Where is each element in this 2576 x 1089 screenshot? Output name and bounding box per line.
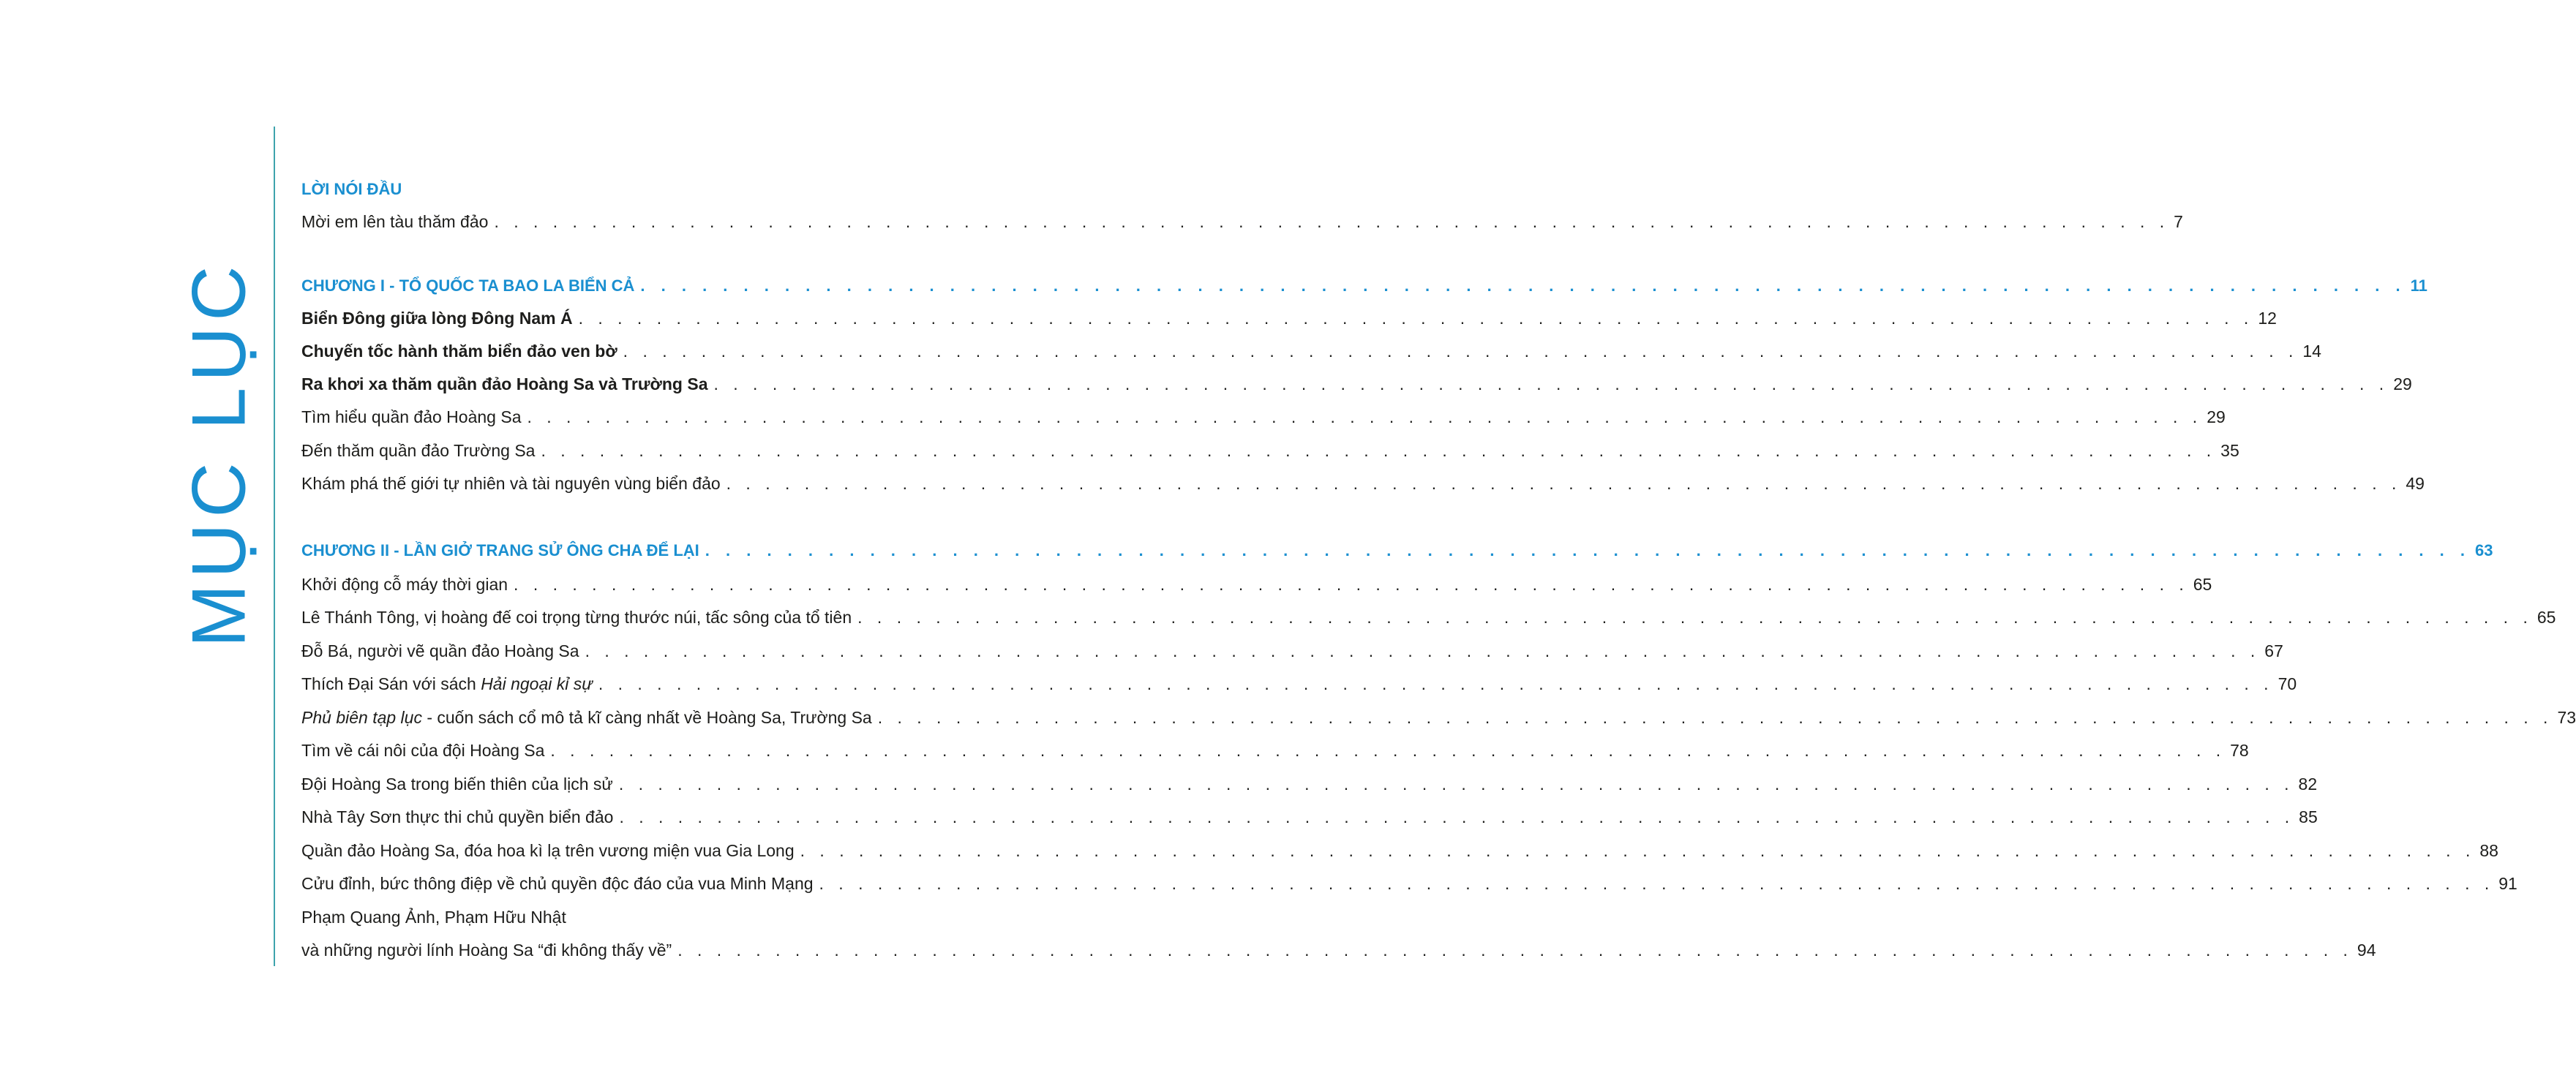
- dot-leader: . . . . . . . . . . . . . . . . . . . . . . . . . . . . . . . . . . . . . . . . . . . . . . . . . . . . . . . . . . . . . . . . . . . . . . . . . . . . . . . . . . . . . .: [527, 407, 2203, 426]
- toc-entry[interactable]: [301, 374, 2412, 401]
- toc-entry-page: 85: [2299, 807, 2318, 826]
- toc-entry-page: 65: [2193, 575, 2212, 594]
- dot-leader: . . . . . . . . . . . . . . . . . . . . . . . . . . . . . . . . . . . . . . . . . . . . . . . . . . . . . . . . . . . . . . . . . . . . . . . . . . . . . . . . . . . . . .: [726, 474, 2402, 493]
- toc-entry[interactable]: [301, 474, 2425, 500]
- toc-entry[interactable]: [301, 874, 2517, 900]
- chapter-heading[interactable]: [301, 541, 2493, 568]
- dot-leader: . . . . . . . . . . . . . . . . . . . . . . . . . . . . . . . . . . . . . . . . . . . . . . . . . . . . . . . . . . . . . . . . . . . . . . . . . . . . . . . . . . . . . .: [578, 309, 2254, 328]
- toc-entry-page: 94: [2357, 941, 2376, 960]
- toc-entry-title: Mời em lên tàu thăm đảo: [301, 212, 489, 231]
- dot-leader: . . . . . . . . . . . . . . . . . . . . . . . . . . . . . . . . . . . . . . . . . . . . . . . . . . . . . . . . . . . . . . . . . . . . . . . . . . . . . . . . . . . . . .: [619, 807, 2295, 826]
- dot-leader: . . . . . . . . . . . . . . . . . . . . . . . . . . . . . . . . . . . . . . . . . . . . . . . . . . . . . . . . . . . . . . . . . . . . . . . . . . . . . . . . . . . . . .: [877, 708, 2553, 727]
- toc-entry-title: Tìm hiểu quần đảo Hoàng Sa: [301, 407, 522, 426]
- dot-leader: . . . . . . . . . . . . . . . . . . . . . . . . . . . . . . . . . . . . . . . . . . . . . . . . . . . . . . . . . . . . . . . . . . . . . . . . . . . . . . . . . . . . . .: [585, 641, 2261, 660]
- toc-entry[interactable]: [301, 941, 2376, 967]
- toc-entry-title: Phạm Quang Ảnh, Phạm Hữu Nhật: [301, 908, 566, 927]
- vertical-rule: [274, 127, 275, 966]
- toc-entry-title: Đến thăm quần đảo Trường Sa: [301, 441, 536, 460]
- toc-entry-page: 67: [2264, 641, 2283, 660]
- toc-entry[interactable]: [301, 407, 2226, 434]
- dot-leader: . . . . . . . . . . . . . . . . . . . . . . . . . . . . . . . . . . . . . . . . . . . . . . . . . . . . . . . . . . . . . . . . . . . . . . . . . . . . . . . . . . . . . .: [623, 342, 2299, 361]
- chapter-title: CHƯƠNG II - LẦN GIỞ TRANG SỬ ÔNG CHA ĐỂ LẠI: [301, 541, 699, 559]
- dot-leader: . . . . . . . . . . . . . . . . . . . . . . . . . . . . . . . . . . . . . . . . . . . . . . . . . . . . . . . . . . . . . . . . . . . . . . . . . . . . . . . . . . . . . .: [705, 541, 2471, 559]
- dot-leader: . . . . . . . . . . . . . . . . . . . . . . . . . . . . . . . . . . . . . . . . . . . . . . . . . . . . . . . . . . . . . . . . . . . . . . . . . . . . . . . . . . . . . .: [618, 775, 2294, 794]
- toc-entry-page: 35: [2220, 441, 2239, 460]
- dot-leader: . . . . . . . . . . . . . . . . . . . . . . . . . . . . . . . . . . . . . . . . . . . . . . . . . . . . . . . . . . . . . . . . . . . . . . . . . . . . . . . . . . . . . .: [677, 941, 2353, 960]
- toc-entry-title: Nhà Tây Sơn thực thi chủ quyền biển đảo: [301, 807, 614, 826]
- toc-entry-title: Biển Đông giữa lòng Đông Nam Á: [301, 309, 573, 328]
- dot-leader: . . . . . . . . . . . . . . . . . . . . . . . . . . . . . . . . . . . . . . . . . . . . . . . . . . . . . . . . . . . . . . . . . . . . . . . . . . . . . . . . . . . . . .: [819, 874, 2495, 893]
- toc-entry[interactable]: [301, 309, 2277, 335]
- toc-entry-title: Chuyến tốc hành thăm biển đảo ven bờ: [301, 342, 617, 361]
- book-title: Phủ biên tạp lục: [301, 708, 422, 727]
- dot-leader: . . . . . . . . . . . . . . . . . . . . . . . . . . . . . . . . . . . . . . . . . . . . . . . . . . . . . . . . . . . . . . . . . . . . . . . . . . . . . . . . . . . . . .: [514, 575, 2189, 594]
- toc-entry-title: Khởi động cỗ máy thời gian: [301, 575, 508, 594]
- toc-entry-title: Cửu đỉnh, bức thông điệp về chủ quyền độc đáo của vua Minh Mạng: [301, 874, 814, 893]
- chapter-heading[interactable]: [301, 276, 2427, 303]
- side-title-text: MỤC LỤC: [176, 260, 262, 647]
- toc-entry-title: Đỗ Bá, người vẽ quần đảo Hoàng Sa: [301, 641, 579, 660]
- toc-entry-page: 49: [2406, 474, 2425, 493]
- toc-entry[interactable]: [301, 674, 2297, 701]
- book-title: Hải ngoại kỉ sự: [481, 674, 593, 693]
- toc-entry-page: 7: [2174, 212, 2183, 231]
- chapter-page: 63: [2475, 541, 2493, 559]
- toc-entry[interactable]: [301, 342, 2321, 368]
- toc-entry-line1[interactable]: [301, 908, 1067, 934]
- toc-entry-title: và những người lính Hoàng Sa “đi không thấy về”: [301, 941, 672, 960]
- toc-entry[interactable]: [301, 641, 2283, 668]
- toc-entry-title: Thích Đại Sán với sách Hải ngoại kỉ sự: [301, 674, 593, 693]
- toc-entry-title: Phủ biên tạp lục - cuốn sách cổ mô tả kĩ càng nhất về Hoàng Sa, Trường Sa: [301, 708, 872, 727]
- toc-entry-page: 12: [2258, 309, 2277, 328]
- side-title: [168, 260, 271, 647]
- dot-leader: . . . . . . . . . . . . . . . . . . . . . . . . . . . . . . . . . . . . . . . . . . . . . . . . . . . . . . . . . . . . . . . . . . . . . . . . . . . . . . . . . . . . . .: [550, 741, 2226, 760]
- toc-entry[interactable]: [301, 441, 2239, 467]
- toc-entry-page: 70: [2278, 674, 2297, 693]
- toc-entry-page: 82: [2298, 775, 2318, 794]
- toc-entry[interactable]: [301, 775, 2318, 801]
- toc-entry[interactable]: [301, 807, 2318, 834]
- toc-entry[interactable]: [301, 741, 2249, 767]
- toc-entry[interactable]: [301, 575, 2212, 601]
- chapter-title: CHƯƠNG I - TỔ QUỐC TA BAO LA BIỂN CẢ: [301, 276, 635, 295]
- toc-entry-title: Tìm về cái nôi của đội Hoàng Sa: [301, 741, 545, 760]
- toc-entry-page: 78: [2230, 741, 2249, 760]
- toc-entry-page: 14: [2302, 342, 2321, 361]
- toc-entry[interactable]: [301, 608, 2556, 634]
- toc-entry-title: Lê Thánh Tông, vị hoàng đế coi trọng từng thước núi, tấc sông của tổ tiên: [301, 608, 852, 627]
- dot-leader: . . . . . . . . . . . . . . . . . . . . . . . . . . . . . . . . . . . . . . . . . . . . . . . . . . . . . . . . . . . . . . . . . . . . . . . . . . . . . . . . . . . . . .: [541, 441, 2217, 460]
- toc-entry-page: 91: [2498, 874, 2517, 893]
- dot-leader: . . . . . . . . . . . . . . . . . . . . . . . . . . . . . . . . . . . . . . . . . . . . . . . . . . . . . . . . . . . . . . . . . . . . . . . . . . . . . . . . . . . . . .: [857, 608, 2533, 627]
- preface-heading: LỜI NÓI ĐẦU: [301, 180, 402, 198]
- dot-leader: . . . . . . . . . . . . . . . . . . . . . . . . . . . . . . . . . . . . . . . . . . . . . . . . . . . . . . . . . . . . . . . . . . . . . . . . . . . . . . . . . . . . . .: [598, 674, 2274, 693]
- toc-entry-title: Đội Hoàng Sa trong biến thiên của lịch sử: [301, 775, 613, 794]
- toc-entry[interactable]: [301, 708, 2576, 734]
- dot-leader: . . . . . . . . . . . . . . . . . . . . . . . . . . . . . . . . . . . . . . . . . . . . . . . . . . . . . . . . . . . . . . . . . . . . . . . . . . . . . . . . . . . . . .: [713, 374, 2389, 393]
- dot-leader: . . . . . . . . . . . . . . . . . . . . . . . . . . . . . . . . . . . . . . . . . . . . . . . . . . . . . . . . . . . . . . . . . . . . . . . . . . . . . . . . . . . . . .: [800, 841, 2476, 860]
- toc-entry[interactable]: [301, 212, 2183, 238]
- dot-leader: . . . . . . . . . . . . . . . . . . . . . . . . . . . . . . . . . . . . . . . . . . . . . . . . . . . . . . . . . . . . . . . . . . . . . . . . . . . . . . . . . . . . . .: [640, 276, 2406, 295]
- toc-entry-page: 88: [2479, 841, 2498, 860]
- toc-entry[interactable]: [301, 841, 2498, 867]
- toc-entry-page: 65: [2536, 608, 2556, 627]
- toc-entry-title: Quần đảo Hoàng Sa, đóa hoa kì lạ trên vương miện vua Gia Long: [301, 841, 795, 860]
- toc-entry-page: 29: [2393, 374, 2412, 393]
- dot-leader: . . . . . . . . . . . . . . . . . . . . . . . . . . . . . . . . . . . . . . . . . . . . . . . . . . . . . . . . . . . . . . . . . . . . . . . . . . . . . . . . . . . . . .: [494, 212, 2170, 231]
- toc-entry-title: Ra khơi xa thăm quần đảo Hoàng Sa và Trường Sa: [301, 374, 708, 393]
- chapter-page: 11: [2410, 276, 2427, 295]
- toc-entry-page: 73: [2557, 708, 2576, 727]
- toc-entry-page: 29: [2207, 407, 2226, 426]
- toc-entry-title: Khám phá thế giới tự nhiên và tài nguyên vùng biển đảo: [301, 474, 721, 493]
